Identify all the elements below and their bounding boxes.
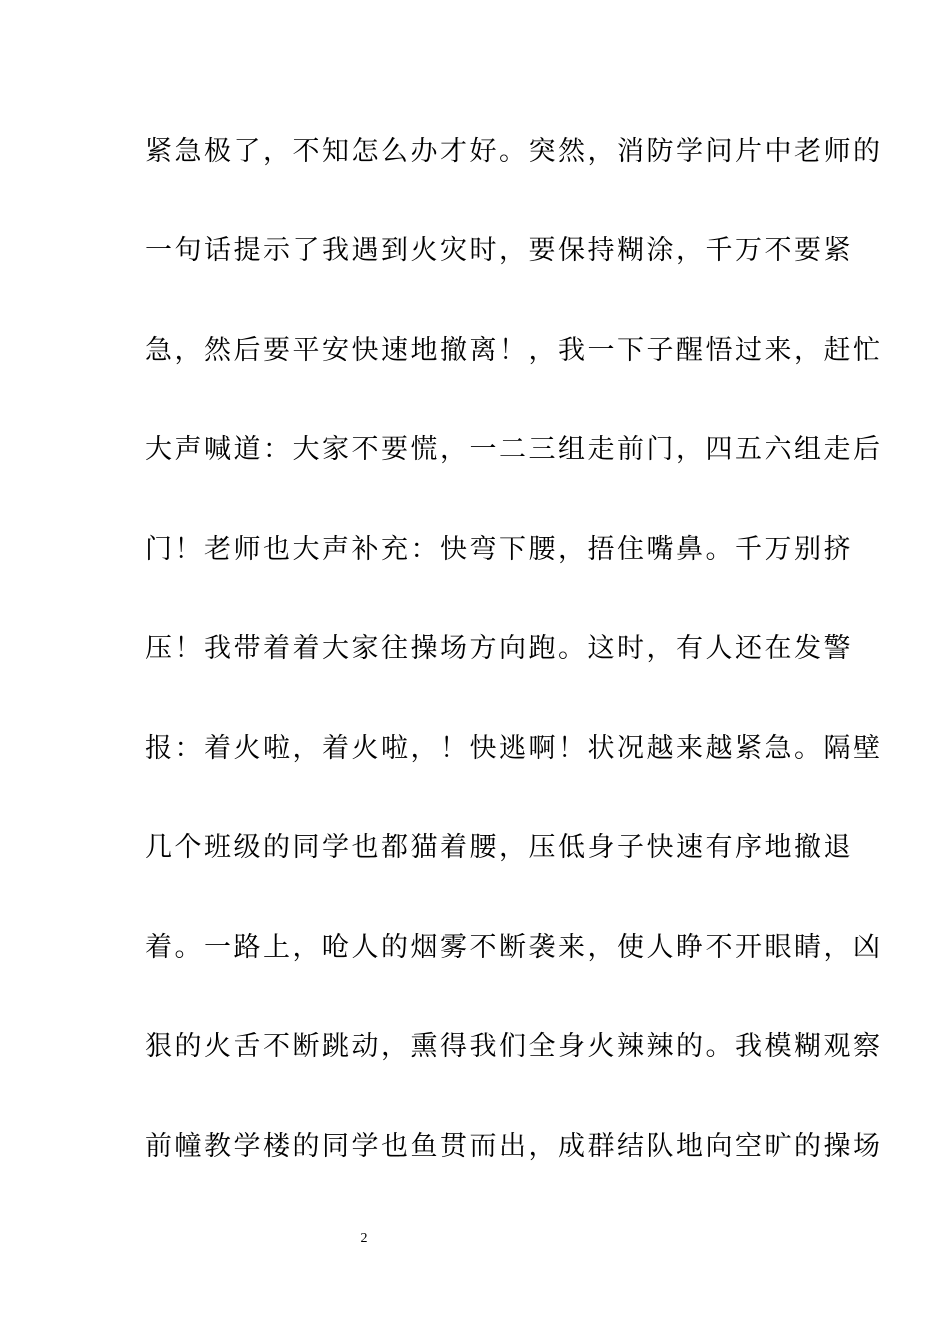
- text-line: 狠的火舌不断跳动，熏得我们全身火辣辣的。我模糊观察: [145, 1031, 883, 1062]
- text-line: 急，然后要平安快速地撤离！，我一下子醒悟过来，赶忙: [145, 335, 883, 366]
- text-line: 紧急极了，不知怎么办才好。突然，消防学问片中老师的: [145, 136, 883, 167]
- text-line: 报：着火啦，着火啦，！快逃啊！状况越来越紧急。隔壁: [145, 733, 883, 764]
- text-line: 前幢教学楼的同学也鱼贯而出，成群结队地向空旷的操场: [145, 1131, 883, 1162]
- text-line: 着。一路上，呛人的烟雾不断袭来，使人睁不开眼睛，凶: [145, 932, 883, 963]
- text-line: 门！老师也大声补充：快弯下腰，捂住嘴鼻。千万别挤: [145, 534, 853, 565]
- text-line: 大声喊道：大家不要慌，一二三组走前门，四五六组走后: [145, 434, 883, 465]
- text-line: 一句话提示了我遇到火灾时，要保持糊涂，千万不要紧: [145, 235, 853, 266]
- text-line: 几个班级的同学也都猫着腰，压低身子快速有序地撤退: [145, 832, 853, 863]
- text-line: 压！我带着着大家往操场方向跑。这时，有人还在发警: [145, 633, 853, 664]
- page-number: 2: [360, 1231, 368, 1246]
